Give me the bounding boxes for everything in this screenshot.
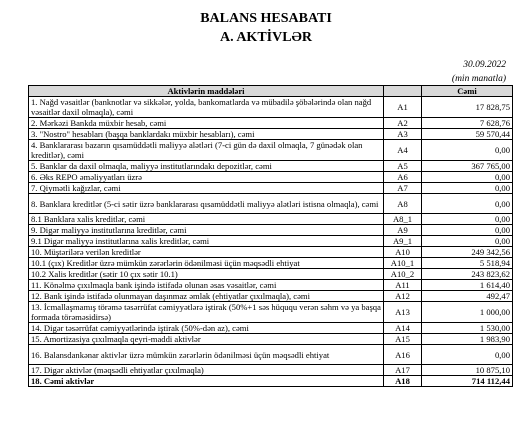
row-code: A15 [384,334,422,345]
row-item-name: 17. Digər aktivlər (məqsədli ehtiyatlar çıxılmaqla) [29,365,384,376]
table-row [29,258,513,269]
row-code: A8_1 [384,214,422,225]
row-code: A9_1 [384,236,422,247]
row-code: A4 [384,140,422,161]
row-value: 0,00 [422,172,513,183]
row-item-name: 10. Müştərilərə verilən kreditlər [29,247,384,258]
row-item-name: 2. Mərkəzi Bankda müxbir hesab, cəmi [29,118,384,129]
table-row [29,214,513,225]
row-code: A10_2 [384,269,422,280]
row-item-name: 3. "Nostro" hesabları (başqa banklardakı müxbir hesabları), cəmi [29,129,384,140]
row-code: A12 [384,291,422,302]
table-row [29,291,513,302]
row-value: 59 570,44 [422,129,513,140]
row-code: A2 [384,118,422,129]
row-value: 0,00 [422,140,513,161]
table-row-total [29,376,513,387]
row-item-name: 16. Balansdankənar aktivlər üzrə mümkün zərərlərin ödənilməsi üçün məqsədli ehtiyat [29,345,384,365]
row-value: 0,00 [422,225,513,236]
table-header-row [29,86,513,97]
row-value: 492,47 [422,291,513,302]
table-row [29,280,513,291]
table-row [29,161,513,172]
row-value: 0,00 [422,194,513,214]
row-code: A14 [384,323,422,334]
table-row [29,129,513,140]
table-row [29,236,513,247]
row-item-name: 5. Banklar da daxil olmaqla, maliyyə institutlarındakı depozitlər, cəmi [29,161,384,172]
row-item-name: 10.1 (çıx) Kreditlər üzrə mümkün zərərlərin ödənilməsi üçün məqsədli ehtiyat [29,258,384,269]
assets-table [28,85,513,387]
table-row [29,194,513,214]
row-item-name: 7. Qiymətli kağızlar, cəmi [29,183,384,194]
row-value: 1 983,90 [422,334,513,345]
table-row [29,225,513,236]
column-header-code [384,86,422,97]
row-item-name: 9.1 Digər maliyyə institutlarına xalis kreditlər, cəmi [29,236,384,247]
row-item-name: 14. Digər təsərrüfat cəmiyyətlərində iştirak (50%-dən az), cəmi [29,323,384,334]
table-row [29,97,513,118]
row-item-name: 15. Amortizasiya çıxılmaqla qeyri-maddi aktivlər [29,334,384,345]
row-value: 17 828,75 [422,97,513,118]
report-title: BALANS HESABATI [200,11,332,26]
row-value: 714 112,44 [422,376,513,387]
report-subtitle: A. AKTİVLƏR [219,30,313,45]
row-item-name: 6. Əks REPO əməliyyatları üzrə [29,172,384,183]
row-value: 249 342,56 [422,247,513,258]
row-value: 7 628,76 [422,118,513,129]
row-item-name: 18. Cəmi aktivlər [29,376,384,387]
row-value: 0,00 [422,214,513,225]
table-row [29,247,513,258]
row-item-name: 8. Banklara kreditlər (5-ci sətir üzrə banklararası qısamüddətli maliyyə alətləri istisna olmaqla), cəmi [29,194,384,214]
report-date: 30.09.2022 [463,60,506,70]
row-item-name: 8.1 Banklara xalis kreditlər, cəmi [29,214,384,225]
row-value: 367 765,00 [422,161,513,172]
row-code: A10 [384,247,422,258]
row-value: 0,00 [422,236,513,247]
table-row [29,172,513,183]
table-row [29,302,513,323]
row-code: A7 [384,183,422,194]
table-row [29,345,513,365]
row-code: A13 [384,302,422,323]
table-row [29,118,513,129]
row-code: A9 [384,225,422,236]
row-item-name: 12. Bank işində istifadə olunmayan daşınmaz əmlak (ehtiyatlar çıxılmaqla), cəmi [29,291,384,302]
row-value: 1 530,00 [422,323,513,334]
row-code: A8 [384,194,422,214]
row-code: A17 [384,365,422,376]
row-code: A1 [384,97,422,118]
table-row [29,365,513,376]
table-row [29,140,513,161]
table-row [29,334,513,345]
row-value: 0,00 [422,345,513,365]
row-value: 1 614,40 [422,280,513,291]
row-code: A18 [384,376,422,387]
row-code: A10_1 [384,258,422,269]
table-row [29,323,513,334]
table-row [29,269,513,280]
row-code: A3 [384,129,422,140]
row-value: 0,00 [422,183,513,194]
row-item-name: 10.2 Xalis kreditlər (sətir 10 çıx sətir 10.1) [29,269,384,280]
report-unit: (min manatla) [451,74,506,84]
column-header-total: Cəmi [422,86,513,97]
column-header-items: Aktivlərin maddələri [29,86,384,97]
row-value: 243 823,62 [422,269,513,280]
row-code: A5 [384,161,422,172]
row-code: A11 [384,280,422,291]
row-code: A16 [384,345,422,365]
row-item-name: 4. Banklararası bazarın qısamüddətli maliyyə alətləri (7-ci gün də daxil olmaqla, 7 günədək olan kreditlər), cəmi [29,140,384,161]
row-value: 5 518,94 [422,258,513,269]
row-item-name: 13. İcmallaşmamış törəmə təsərrüfat cəmiyyətlərə iştirak (50%+1 səs hüququ verən səhm və ya başqa formada törəməsidirsə) [29,302,384,323]
row-code: A6 [384,172,422,183]
row-item-name: 9. Digər maliyyə institutlarına kreditlər, cəmi [29,225,384,236]
row-item-name: 1. Nağd vəsaitlər (banknotlar və sikkələr, yolda, bankomatlarda və mübadilə şöbələrində olan nağd vəsaitlər daxil olmaqla), cəmi [29,97,384,118]
row-item-name: 11. Könəlmə çıxılmaqla bank işində istifadə olunan əsas vəsaitlər, cəmi [29,280,384,291]
table-row [29,183,513,194]
row-value: 1 000,00 [422,302,513,323]
row-value: 10 875,10 [422,365,513,376]
